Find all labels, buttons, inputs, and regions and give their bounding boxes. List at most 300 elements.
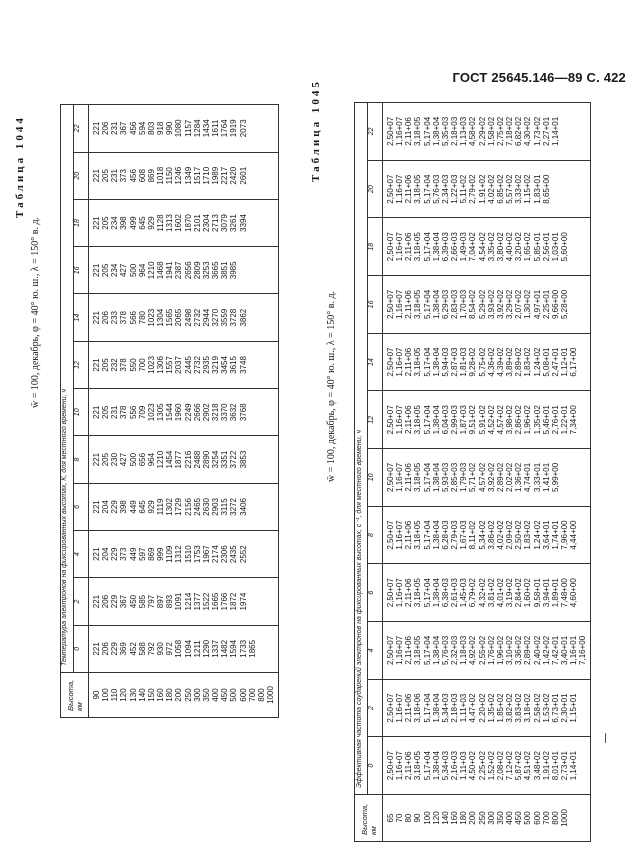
- table-cell: 2,58+02: [532, 693, 542, 723]
- table-cell: 556: [128, 405, 138, 419]
- table-cell: 5,28+00: [559, 289, 569, 319]
- table-cell: 5,34+02: [477, 520, 487, 550]
- table-cell: 2216: [183, 450, 193, 469]
- table-cell: 3,18+05: [413, 635, 423, 665]
- table-cell: 2,99+03: [450, 405, 460, 435]
- table-cell: 3722: [229, 450, 239, 469]
- table-cell: 4,74+01: [523, 462, 533, 492]
- table-cell: 3254: [211, 450, 221, 469]
- t2-hour-16: 16: [368, 276, 383, 334]
- table-cell: 2037: [174, 356, 184, 374]
- table-cell: 3,18+05: [413, 751, 423, 781]
- table-cell: 2,25+02: [477, 751, 487, 781]
- table-cell: 1482: [220, 639, 230, 658]
- table-cell: 5,46+01: [541, 405, 551, 435]
- table-cell: 6,28+03: [440, 520, 450, 550]
- height-value: 200: [468, 811, 478, 825]
- t2-hour-4: 4: [368, 622, 383, 680]
- table-cell: 1,16+07: [395, 751, 405, 781]
- table-cell: 1,12+01: [559, 347, 569, 377]
- table-cell: 7,16+00: [578, 635, 588, 665]
- t1-column-8: [89, 436, 279, 483]
- t1-column-4: [89, 531, 279, 578]
- table-cell: 5,93+03: [440, 462, 450, 492]
- table-cell: 2,25+01: [541, 289, 551, 319]
- table-cell: 500: [128, 263, 138, 278]
- table-cell: 3406: [238, 498, 248, 516]
- height-value: 500: [523, 811, 533, 825]
- table-cell: 1,16+07: [395, 174, 405, 204]
- table-cell: 2,76+01: [550, 405, 560, 435]
- height-value: 600: [238, 688, 248, 702]
- table-cell: 1729: [174, 498, 184, 516]
- table-cell: 2488: [192, 450, 202, 469]
- t1-hour-22: 22: [74, 105, 89, 153]
- table-cell: 2,40+02: [532, 635, 542, 665]
- table-cell: 2903: [211, 498, 221, 516]
- t1-column-20: [89, 152, 279, 199]
- table-cell: 1,15+01: [569, 693, 579, 723]
- table-cell: 1,38+04: [431, 635, 441, 665]
- table-cell: 229: [110, 642, 120, 656]
- table-cell: 3,18+05: [413, 116, 423, 146]
- table-cell: 5,91+02: [477, 405, 487, 435]
- table-cell: 2666: [192, 403, 202, 422]
- table-cell: 1,81+03: [459, 347, 469, 377]
- height-value: 250: [183, 688, 193, 702]
- table-cell: 972: [165, 642, 175, 656]
- table-cell: 1665: [211, 592, 221, 611]
- table-cell: 206: [101, 121, 111, 135]
- table-cell: 1,70+03: [459, 289, 469, 319]
- table-cell: 1,16+07: [395, 462, 405, 492]
- t1-hour-4: 4: [74, 531, 89, 578]
- table-cell: 231: [110, 405, 120, 419]
- table-cell: 6,17+00: [569, 347, 579, 377]
- table-cell: 8,54+02: [468, 289, 478, 319]
- table-cell: 2,11+06: [404, 405, 414, 435]
- table-cell: 2902: [201, 403, 211, 422]
- table-cell: 5,17+04: [422, 347, 432, 377]
- table-cell: 398: [119, 216, 129, 230]
- table-cell: 369: [119, 642, 129, 656]
- table-cell: 2732: [192, 356, 202, 374]
- table-cell: 2,11+06: [404, 751, 414, 780]
- table-cell: 1,45+03: [459, 578, 469, 608]
- table-cell: 2,47+01: [550, 347, 560, 377]
- table-cell: 2,34+03: [440, 174, 450, 204]
- table-1044-grid: [60, 104, 279, 718]
- table-cell: 3985: [229, 261, 239, 280]
- table-cell: 2420: [229, 166, 239, 185]
- table-cell: 234: [110, 263, 120, 278]
- table-cell: 2,02+02: [505, 462, 515, 492]
- t2-column-18: [383, 218, 591, 276]
- table-cell: 1,67+03: [459, 520, 469, 550]
- table-cell: 4,60+00: [569, 578, 579, 608]
- table-cell: 234: [110, 216, 120, 230]
- table-cell: 2,07+02: [514, 289, 524, 319]
- table-cell: 1,16+07: [395, 520, 405, 550]
- t1-hour-14: 14: [74, 294, 89, 341]
- table-cell: 6,73+01: [550, 693, 560, 723]
- table-cell: 221: [92, 216, 101, 230]
- table-cell: 2,20+02: [477, 693, 487, 723]
- table-cell: 1522: [201, 592, 211, 611]
- table-cell: 929: [146, 500, 156, 514]
- t2-column-4: [383, 622, 591, 680]
- table-cell: 1,36+02: [514, 462, 524, 492]
- height-value: 800: [550, 811, 560, 825]
- t2-column-2: [383, 679, 591, 737]
- table-cell: 2,09+02: [505, 520, 515, 550]
- table-cell: 1,24+02: [532, 347, 542, 377]
- table-cell: 5,60+00: [559, 232, 569, 262]
- table-cell: 2,79+03: [450, 520, 460, 550]
- height-value: 300: [192, 688, 202, 702]
- table-cell: 1,35+02: [486, 693, 496, 723]
- table-cell: 1,16+07: [395, 578, 405, 608]
- t2-column-14: [383, 333, 591, 391]
- height-value: 450: [220, 688, 230, 702]
- table-cell: 6,04+03: [440, 405, 450, 435]
- table-cell: 4,51+02: [523, 751, 533, 781]
- table-cell: 3748: [238, 356, 248, 374]
- height-value: 120: [431, 811, 441, 825]
- table-cell: 221: [92, 547, 101, 561]
- table-cell: 1,83+02: [523, 520, 533, 550]
- table-cell: 3,33+01: [532, 462, 542, 492]
- table-cell: 2,50+07: [386, 405, 395, 435]
- table-cell: 221: [92, 169, 101, 183]
- table-cell: 3351: [220, 450, 230, 469]
- table-cell: 2,87+03: [450, 347, 460, 377]
- t2-column-12: [383, 391, 591, 449]
- table-cell: 1,14+01: [550, 116, 560, 146]
- table-cell: 231: [110, 121, 120, 135]
- table-cell: 1313: [165, 214, 175, 232]
- table-cell: 1557: [165, 356, 175, 374]
- table-cell: 2,11+06: [404, 463, 414, 492]
- table-cell: 2713: [211, 214, 221, 232]
- table-cell: 1,16+07: [395, 289, 405, 319]
- t1-hour-10: 10: [74, 389, 89, 436]
- table-cell: 4,39+02: [495, 347, 505, 377]
- table-cell: 594: [137, 121, 147, 135]
- table-cell: 2,50+07: [386, 635, 395, 665]
- table-cell: 229: [110, 594, 120, 609]
- table-cell: 1305: [156, 403, 166, 422]
- t1-hour-20: 20: [74, 152, 89, 199]
- table-cell: 2,50+07: [386, 174, 395, 204]
- table-cell: 1080: [174, 119, 184, 138]
- table-cell: 1,83+01: [532, 174, 542, 204]
- table-cell: 1,16+01: [569, 635, 579, 665]
- table-cell: 4,47+02: [468, 693, 478, 723]
- table-cell: 1,38+04: [431, 578, 441, 608]
- table-cell: 990: [165, 121, 175, 135]
- table-cell: 2,89+02: [514, 347, 524, 377]
- table-cell: 1710: [201, 166, 211, 185]
- table-cell: 229: [110, 547, 120, 561]
- table-cell: 378: [119, 310, 129, 325]
- table-cell: 9,51+02: [468, 405, 478, 435]
- table-cell: 2465: [192, 498, 202, 516]
- height-value: 300: [486, 811, 496, 825]
- table-cell: 1517: [192, 166, 202, 185]
- table-cell: 1544: [165, 403, 175, 422]
- t1-hour-6: 6: [74, 483, 89, 530]
- table-cell: 3218: [211, 403, 221, 422]
- height-value: 120: [119, 688, 129, 702]
- table-cell: 221: [92, 263, 101, 278]
- t2-hour-14: 14: [368, 333, 383, 391]
- table-cell: 1,13+03: [459, 116, 469, 146]
- table-cell: 2,66+03: [450, 232, 460, 262]
- table-cell: 378: [119, 358, 129, 372]
- table-cell: 205: [101, 263, 111, 278]
- table-cell: 8,65+00: [541, 174, 551, 204]
- table-cell: 1454: [165, 450, 175, 469]
- table-cell: 7,34+00: [569, 405, 579, 435]
- table-cell: 3,94+01: [541, 578, 551, 608]
- table-cell: 2,32+03: [450, 635, 460, 665]
- table-cell: 1,14+01: [569, 751, 579, 781]
- table-cell: 4,02+02: [486, 174, 496, 204]
- table-cell: 1058: [174, 639, 184, 658]
- table-cell: 1,38+04: [431, 520, 441, 550]
- table-cell: 9,66+00: [550, 289, 560, 319]
- table-cell: 1306: [156, 356, 166, 374]
- table-cell: 2,89+02: [523, 635, 533, 665]
- table-cell: 2656: [183, 261, 193, 280]
- table-cell: 2249: [183, 403, 193, 422]
- table-1044-heights: [89, 673, 279, 718]
- table-cell: 1919: [229, 119, 239, 138]
- table-cell: 9,28+02: [468, 347, 478, 377]
- table-cell: 7,18+02: [505, 116, 515, 146]
- table-cell: 1974: [238, 592, 248, 611]
- table-cell: 2,11+06: [404, 117, 414, 146]
- table-cell: 3,33+02: [514, 174, 524, 204]
- table-cell: 3,18+05: [413, 232, 423, 262]
- table-cell: 803: [146, 121, 156, 135]
- table-cell: 4,30+02: [523, 116, 533, 146]
- table-cell: 2217: [220, 166, 230, 185]
- table-cell: 1246: [174, 166, 184, 185]
- t2-hour-6: 6: [368, 564, 383, 622]
- table-cell: 5,11+02: [459, 174, 469, 204]
- table-cell: 2,86+02: [514, 405, 524, 435]
- table-cell: 1,38+04: [431, 462, 441, 492]
- table-cell: 645: [137, 216, 147, 230]
- t2-column-16: [383, 276, 591, 334]
- table-cell: 4,44+00: [569, 520, 579, 550]
- table-cell: 2,79+02: [468, 174, 478, 204]
- table-cell: 6,29+03: [440, 289, 450, 319]
- table-cell: 2,50+07: [386, 693, 395, 723]
- table-cell: 5,17+04: [422, 232, 432, 262]
- table-cell: 231: [110, 169, 120, 183]
- height-value: 100: [422, 811, 432, 825]
- table-cell: 1,73+02: [532, 116, 542, 146]
- table-cell: 1157: [183, 119, 193, 137]
- table-cell: 3,89+02: [505, 347, 515, 377]
- table-cell: 2,50+07: [386, 520, 395, 550]
- table-cell: 2,11+06: [404, 290, 414, 319]
- t1-column-0: [89, 625, 279, 672]
- height-value: 130: [128, 688, 138, 702]
- table-cell: 3,80+02: [495, 232, 505, 262]
- table-cell: 3,93+02: [486, 289, 496, 319]
- table-cell: 1,42+02: [541, 635, 551, 665]
- table-cell: 869: [146, 169, 156, 183]
- table-cell: 2,85+03: [450, 462, 460, 492]
- table-cell: 233: [110, 310, 120, 325]
- table-cell: 500: [128, 452, 138, 467]
- table-cell: 398: [119, 500, 129, 514]
- table-cell: 1,53+02: [541, 693, 551, 723]
- table-cell: 3,18+05: [413, 174, 423, 204]
- table-cell: 1,38+04: [431, 116, 441, 146]
- table-cell: 5,17+04: [422, 405, 432, 435]
- table-cell: 2,29+02: [477, 116, 487, 146]
- table-cell: 1870: [183, 214, 193, 232]
- height-value: 700: [541, 811, 551, 825]
- table-cell: 221: [92, 358, 101, 372]
- table-cell: 5,87+02: [514, 751, 524, 781]
- table-cell: 1119: [156, 498, 166, 516]
- table-cell: 1,79+03: [459, 462, 469, 492]
- table-cell: 1,76+02: [486, 635, 496, 665]
- table-cell: 964: [137, 263, 147, 278]
- table-cell: 9,58+01: [532, 578, 542, 608]
- table-cell: 221: [92, 500, 101, 514]
- t2-hour-0: 0: [368, 737, 383, 795]
- table-cell: 1,16+07: [395, 347, 405, 377]
- table-cell: 3862: [238, 308, 248, 327]
- table-cell: 1565: [165, 308, 175, 327]
- table-cell: 3,86+02: [486, 520, 496, 550]
- table-cell: 373: [119, 547, 129, 561]
- table-cell: 893: [165, 594, 175, 609]
- table-cell: 1967: [201, 545, 211, 564]
- table-cell: 2304: [201, 214, 211, 232]
- t2-hour-10: 10: [368, 449, 383, 507]
- table-cell: 1290: [201, 639, 211, 658]
- table-cell: 1,35+02: [532, 405, 542, 435]
- table-cell: 1,38+04: [431, 405, 441, 435]
- table-cell: 1,49+03: [459, 232, 469, 262]
- table-cell: 2445: [183, 356, 193, 374]
- table-1045-subheader: Эффективная частота соударений электронов на фиксированных высотах, с⁻¹, для местного времени, ч: [355, 103, 368, 795]
- table-cell: 1150: [165, 167, 175, 185]
- table-cell: 4,92+02: [468, 635, 478, 665]
- page-header: ГОСТ 25645.146—89 С. 422: [452, 70, 626, 85]
- table-cell: 3728: [229, 308, 239, 327]
- table-cell: 206: [101, 310, 111, 325]
- table-cell: 449: [128, 500, 138, 514]
- table-cell: 5,17+04: [422, 462, 432, 492]
- table-cell: 221: [92, 310, 101, 325]
- table-cell: 1,96+02: [523, 405, 533, 435]
- table-1044-subheader: Температура электронов на фиксированных высотах, К, для местного времени, ч: [61, 105, 74, 673]
- table-1045-grid: [354, 102, 591, 842]
- table-cell: 3272: [229, 498, 239, 516]
- table-cell: 2,11+06: [404, 636, 414, 665]
- t2-hour-12: 12: [368, 391, 383, 449]
- table-cell: 6,82+02: [514, 116, 524, 146]
- table-cell: 205: [101, 405, 111, 419]
- table-cell: 964: [146, 452, 156, 467]
- height-value: 180: [459, 811, 469, 825]
- table-cell: 1510: [183, 545, 193, 564]
- table-cell: 597: [137, 547, 147, 561]
- height-value: 180: [165, 688, 175, 702]
- height-value: 1000: [559, 809, 569, 827]
- table-cell: 1611: [211, 119, 221, 137]
- table-cell: 1,11+03: [459, 751, 469, 780]
- table-1044-label: Таблица 1044: [14, 115, 26, 218]
- table-cell: 1941: [165, 261, 175, 280]
- table-cell: 1,58+02: [486, 116, 496, 146]
- table-cell: 5,99+00: [550, 462, 560, 492]
- table-cell: 5,76+03: [440, 635, 450, 665]
- table-cell: 1312: [174, 545, 184, 564]
- table-cell: 2,50+02: [514, 520, 524, 550]
- table-cell: 930: [156, 642, 166, 656]
- table-cell: 4,97+01: [532, 289, 542, 319]
- height-value: 110: [110, 688, 120, 702]
- table-1044-alt-header: Высота, км: [65, 679, 84, 711]
- table-cell: 1211: [192, 640, 202, 658]
- table-cell: 3,81+02: [486, 578, 496, 608]
- table-cell: 1594: [229, 639, 239, 658]
- table-cell: 427: [119, 452, 129, 467]
- table-cell: 1128: [156, 214, 166, 232]
- table-cell: 1468: [156, 261, 166, 280]
- height-value: 90: [92, 690, 101, 700]
- height-value: 400: [211, 688, 221, 702]
- table-cell: 2435: [229, 545, 239, 564]
- table-cell: 5,29+02: [477, 289, 487, 319]
- table-cell: 2552: [238, 545, 248, 564]
- table-cell: 3,18+05: [413, 289, 423, 319]
- table-cell: 5,71+02: [468, 462, 478, 492]
- table-cell: 1,22+03: [450, 174, 460, 204]
- table-cell: 3,83+02: [514, 693, 524, 723]
- table-cell: 2387: [174, 261, 184, 280]
- table-cell: 2,11+06: [404, 232, 414, 262]
- height-value: 65: [386, 813, 395, 823]
- table-cell: 4,01+02: [495, 578, 505, 608]
- table-cell: 2065: [174, 308, 184, 327]
- t1-column-18: [89, 199, 279, 246]
- table-cell: 3261: [229, 214, 239, 232]
- table-cell: 221: [92, 594, 101, 609]
- table-cell: 6,38+03: [440, 578, 450, 608]
- table-cell: 656: [137, 452, 147, 467]
- table-cell: 221: [92, 452, 101, 467]
- table-cell: 4,02+02: [495, 520, 505, 550]
- table-cell: 5,34+03: [440, 751, 450, 781]
- table-cell: 7,42+01: [550, 635, 560, 665]
- table-cell: 2,27+01: [541, 116, 551, 146]
- t1-hour-8: 8: [74, 436, 89, 483]
- table-cell: 3,40+01: [559, 635, 569, 665]
- table-cell: 5,35+03: [440, 116, 450, 146]
- height-value: 70: [395, 813, 405, 823]
